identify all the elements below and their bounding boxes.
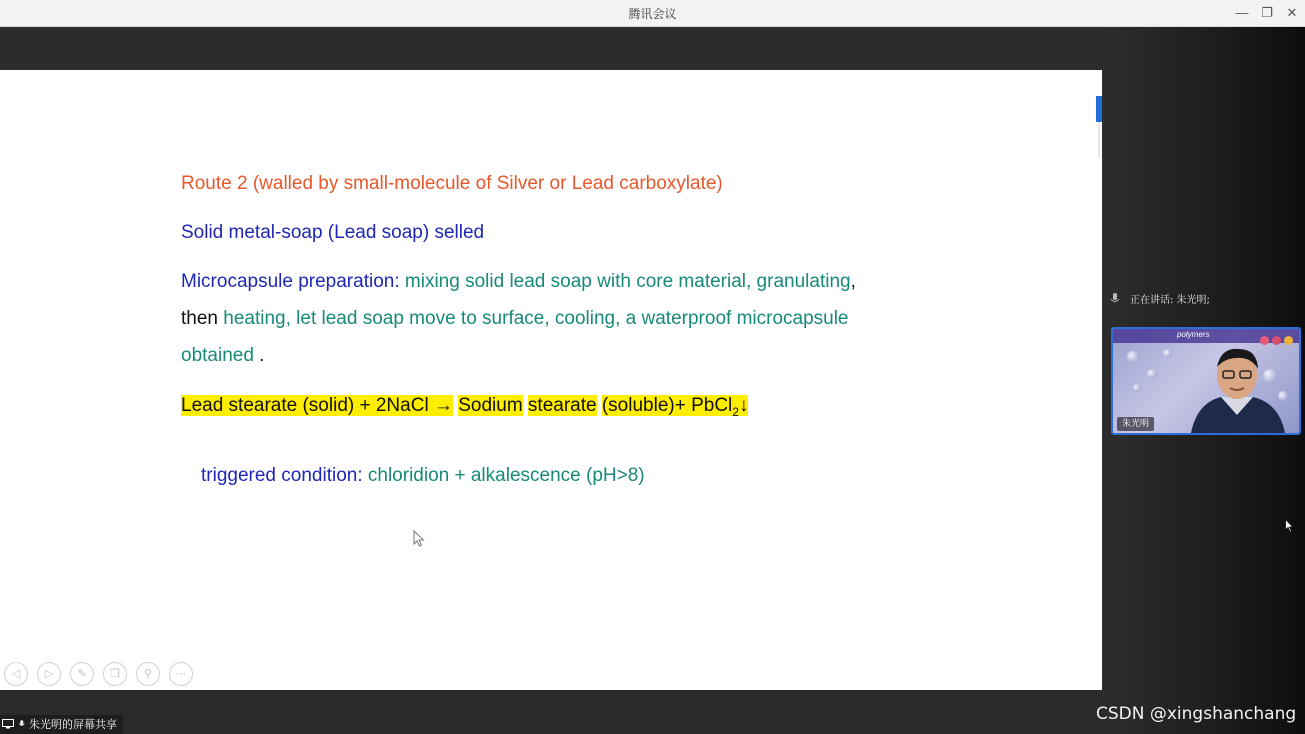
precipitate-arrow: ↓: [738, 395, 749, 416]
participant-video[interactable]: [1111, 327, 1301, 435]
screen-share-icon: [2, 719, 14, 729]
molecule-bubble: [1147, 369, 1157, 379]
molecule-bubble: [1127, 351, 1139, 363]
zoom-icon[interactable]: ⚲: [136, 662, 160, 686]
trigger-condition: [201, 465, 645, 487]
microcapsule-line-3: [181, 345, 264, 367]
speaking-indicator: [1110, 290, 1300, 312]
slide-scroll-track: [1098, 122, 1100, 158]
presentation-slide: [0, 70, 1102, 690]
reaction-equation: [181, 395, 748, 419]
microcapsule-text-2: heating, let lead soap move to surface, cooling, a waterproof microcapsule: [217, 308, 849, 329]
molecule-bubble: [1133, 384, 1141, 392]
participant-panel: [1102, 27, 1305, 734]
equation-products-text: (soluble)+ PbCl: [601, 395, 733, 416]
trigger-text: chloridion + alkalescence (pH>8): [362, 465, 645, 486]
trigger-label: triggered condition:: [201, 465, 363, 486]
window-title: 腾讯会议: [628, 7, 677, 21]
route-heading: Route 2 (walled by small-molecule of Silver or Lead carboxylate): [181, 173, 723, 194]
next-slide-icon[interactable]: ▷: [37, 662, 61, 686]
previous-slide-icon[interactable]: ◁: [4, 662, 28, 686]
screen-share-status[interactable]: [0, 715, 123, 734]
equation-products: [601, 395, 749, 419]
microcapsule-then: then: [181, 308, 218, 329]
screen-share-area: [0, 27, 1102, 734]
microphone-icon: [18, 719, 27, 729]
participant-name: 朱光明: [1122, 419, 1150, 429]
microcapsule-dot: .: [253, 345, 265, 366]
pen-icon[interactable]: ✎: [70, 662, 94, 686]
equation-sodium: Sodium: [458, 395, 523, 416]
lead-soap-line: Solid metal-soap (Lead soap) selled: [181, 222, 485, 243]
speaking-mic-icon: [1110, 293, 1120, 305]
share-top-band: [0, 27, 1102, 70]
microcapsule-label: Microcapsule preparation:: [181, 271, 400, 292]
copy-icon[interactable]: ❐: [103, 662, 127, 686]
mouse-pointer-icon: [1285, 519, 1295, 533]
equation-reactants: Lead stearate (solid) + 2NaCl →: [181, 395, 453, 416]
speaking-text: 正在讲话: 朱光明;: [1130, 295, 1210, 306]
microcapsule-text-3: obtained: [181, 345, 254, 366]
microcapsule-text-1: mixing solid lead soap with core material, granulating: [399, 271, 851, 292]
restore-button[interactable]: ❐: [1261, 5, 1273, 20]
equation-stearate: stearate: [527, 395, 597, 416]
csdn-watermark: CSDN @xingshanchang: [1096, 704, 1297, 724]
microcapsule-line-2: [181, 308, 849, 330]
mouse-cursor-icon: [413, 530, 427, 548]
participant-avatar: [1181, 341, 1291, 433]
screen-share-label: 朱光明的屏幕共享: [29, 718, 117, 731]
video-banner-text: polymers: [1177, 330, 1210, 339]
molecule-bubble: [1163, 349, 1172, 358]
microcapsule-line-1: [181, 271, 856, 293]
more-icon[interactable]: ⋯: [169, 662, 193, 686]
minimize-button[interactable]: —: [1235, 5, 1249, 20]
close-button[interactable]: ✕: [1286, 5, 1298, 20]
microcapsule-comma: ,: [850, 271, 856, 292]
participant-name-tag: [1117, 417, 1154, 431]
window-titlebar: [0, 0, 1305, 27]
equation-subscript: 2: [732, 404, 739, 419]
